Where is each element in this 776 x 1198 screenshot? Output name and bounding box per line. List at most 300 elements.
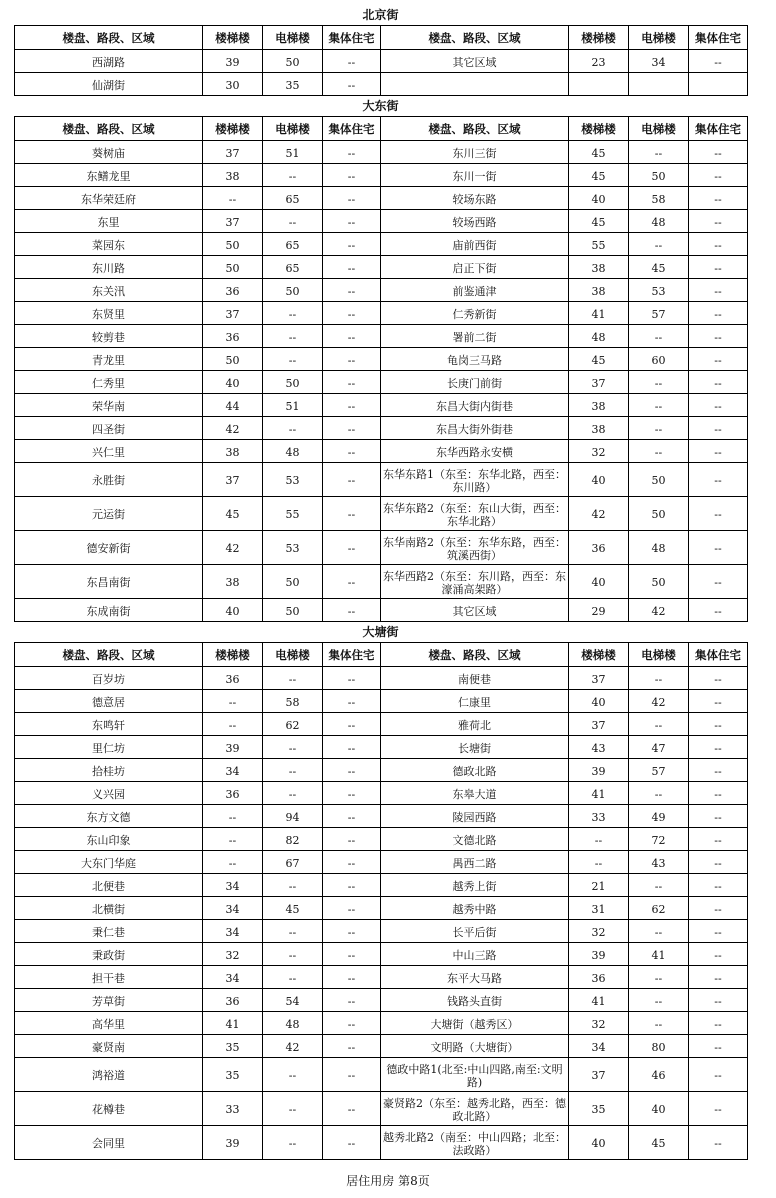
collective-price-cell: -- [323, 279, 381, 302]
collective-price-cell: -- [689, 187, 748, 210]
estate-name-cell: 东里 [15, 210, 203, 233]
estate-name-cell: 东昌大街内街巷 [381, 394, 569, 417]
column-header: 楼盘、路段、区域 [15, 643, 203, 667]
estate-name-cell: 东华荣廷府 [15, 187, 203, 210]
estate-name-cell: 东关汛 [15, 279, 203, 302]
elevator-price-cell: -- [263, 1058, 323, 1092]
stair-price-cell: 34 [203, 920, 263, 943]
estate-name-cell: 较剪巷 [15, 325, 203, 348]
estate-name-cell: 西湖路 [15, 50, 203, 73]
collective-price-cell: -- [689, 1035, 748, 1058]
collective-price-cell: -- [323, 713, 381, 736]
stair-price-cell: 37 [203, 463, 263, 497]
collective-price-cell: -- [689, 440, 748, 463]
table-row [15, 325, 748, 348]
elevator-price-cell: 58 [629, 187, 689, 210]
stair-price-cell: 38 [203, 565, 263, 599]
stair-price-cell: 37 [203, 302, 263, 325]
estate-name-cell: 文明路（大塘街） [381, 1035, 569, 1058]
stair-price-cell: 40 [569, 187, 629, 210]
collective-price-cell: -- [689, 897, 748, 920]
section-title: 大塘街 [362, 625, 399, 639]
table-row [15, 966, 748, 989]
elevator-price-cell: 50 [263, 279, 323, 302]
estate-name-cell: 秉仁巷 [15, 920, 203, 943]
collective-price-cell: -- [689, 50, 748, 73]
table-row [15, 141, 748, 164]
collective-price-cell: -- [323, 805, 381, 828]
elevator-price-cell: 65 [263, 187, 323, 210]
elevator-price-cell: -- [629, 141, 689, 164]
estate-name-cell: 豪贤南 [15, 1035, 203, 1058]
elevator-price-cell: -- [629, 417, 689, 440]
estate-name-cell: 东平大马路 [381, 966, 569, 989]
stair-price-cell: 34 [203, 874, 263, 897]
elevator-price-cell: 50 [629, 565, 689, 599]
collective-price-cell: -- [323, 736, 381, 759]
stair-price-cell: 36 [569, 966, 629, 989]
stair-price-cell: 36 [203, 989, 263, 1012]
estate-name-cell: 葵树庙 [15, 141, 203, 164]
estate-name-cell: 南便巷 [381, 667, 569, 690]
estate-name-cell: 担干巷 [15, 966, 203, 989]
elevator-price-cell: 55 [263, 497, 323, 531]
estate-name-cell: 德安新街 [15, 531, 203, 565]
collective-price-cell: -- [689, 874, 748, 897]
estate-name-cell: 东贤里 [15, 302, 203, 325]
stair-price-cell: -- [203, 851, 263, 874]
elevator-price-cell: -- [629, 713, 689, 736]
elevator-price-cell: 34 [629, 50, 689, 73]
elevator-price-cell: 94 [263, 805, 323, 828]
stair-price-cell: 50 [203, 348, 263, 371]
collective-price-cell: -- [689, 599, 748, 622]
estate-name-cell: 龟岗三马路 [381, 348, 569, 371]
stair-price-cell: 21 [569, 874, 629, 897]
stair-price-cell: 35 [569, 1092, 629, 1126]
stair-price-cell: 40 [569, 690, 629, 713]
collective-price-cell: -- [689, 565, 748, 599]
table-row [15, 667, 748, 690]
estate-name-cell: 长塘街 [381, 736, 569, 759]
collective-price-cell: -- [689, 1092, 748, 1126]
elevator-price-cell: -- [263, 943, 323, 966]
stair-price-cell: 41 [569, 782, 629, 805]
elevator-price-cell: 62 [263, 713, 323, 736]
estate-name-cell: 仙湖街 [15, 73, 203, 96]
column-header: 楼盘、路段、区域 [381, 643, 569, 667]
table-row [15, 497, 748, 531]
stair-price-cell: 36 [569, 531, 629, 565]
elevator-price-cell: 53 [263, 531, 323, 565]
price-table [14, 116, 748, 622]
estate-name-cell: 东川一街 [381, 164, 569, 187]
collective-price-cell: -- [323, 73, 381, 96]
estate-name-cell: 中山三路 [381, 943, 569, 966]
estate-name-cell: 四圣街 [15, 417, 203, 440]
elevator-price-cell: -- [263, 920, 323, 943]
table-row [15, 371, 748, 394]
stair-price-cell: 50 [203, 256, 263, 279]
elevator-price-cell: -- [263, 164, 323, 187]
estate-name-cell: 署前二街 [381, 325, 569, 348]
stair-price-cell: -- [569, 851, 629, 874]
table-row [15, 256, 748, 279]
column-header: 电梯楼 [263, 643, 323, 667]
elevator-price-cell: 43 [629, 851, 689, 874]
estate-name-cell: 高华里 [15, 1012, 203, 1035]
elevator-price-cell: -- [629, 325, 689, 348]
elevator-price-cell: -- [629, 440, 689, 463]
stair-price-cell: 32 [569, 920, 629, 943]
stair-price-cell: 35 [203, 1058, 263, 1092]
collective-price-cell: -- [323, 667, 381, 690]
collective-price-cell: -- [323, 966, 381, 989]
collective-price-cell: -- [323, 497, 381, 531]
estate-name-cell: 里仁坊 [15, 736, 203, 759]
collective-price-cell: -- [323, 233, 381, 256]
section-title: 大东街 [362, 99, 399, 113]
collective-price-cell: -- [323, 897, 381, 920]
elevator-price-cell: -- [263, 759, 323, 782]
collective-price-cell: -- [689, 943, 748, 966]
elevator-price-cell: -- [263, 667, 323, 690]
table-row [15, 440, 748, 463]
elevator-price-cell: 50 [263, 599, 323, 622]
table-row [15, 565, 748, 599]
estate-name-cell: 钱路头直街 [381, 989, 569, 1012]
estate-name-cell: 仁康里 [381, 690, 569, 713]
table-row [15, 210, 748, 233]
estate-name-cell: 东鳝龙里 [15, 164, 203, 187]
estate-name-cell: 陵园西路 [381, 805, 569, 828]
estate-name-cell: 拾桂坊 [15, 759, 203, 782]
column-header: 楼梯楼 [203, 117, 263, 141]
collective-price-cell: -- [689, 256, 748, 279]
stair-price-cell: 37 [569, 1058, 629, 1092]
column-header: 楼盘、路段、区域 [381, 26, 569, 50]
estate-name-cell: 德政北路 [381, 759, 569, 782]
estate-name-cell: 启正下街 [381, 256, 569, 279]
stair-price-cell: 32 [203, 943, 263, 966]
collective-price-cell: -- [323, 759, 381, 782]
collective-price-cell: -- [323, 325, 381, 348]
table-row [15, 302, 748, 325]
elevator-price-cell: 57 [629, 759, 689, 782]
elevator-price-cell: -- [629, 1012, 689, 1035]
elevator-price-cell: -- [263, 302, 323, 325]
table-header-row [15, 26, 748, 50]
document-page [14, 5, 747, 1160]
table-row [15, 417, 748, 440]
table-header-row [15, 117, 748, 141]
estate-name-cell: 禺西二路 [381, 851, 569, 874]
stair-price-cell: 42 [569, 497, 629, 531]
estate-name-cell: 青龙里 [15, 348, 203, 371]
elevator-price-cell: 80 [629, 1035, 689, 1058]
table-row [15, 463, 748, 497]
estate-name-cell: 菜园东 [15, 233, 203, 256]
elevator-price-cell: -- [263, 1126, 323, 1160]
table-row [15, 897, 748, 920]
stair-price-cell: 39 [569, 943, 629, 966]
elevator-price-cell: -- [263, 1092, 323, 1126]
elevator-price-cell: 45 [629, 1126, 689, 1160]
elevator-price-cell: 67 [263, 851, 323, 874]
estate-name-cell: 文德北路 [381, 828, 569, 851]
column-header: 楼盘、路段、区域 [15, 26, 203, 50]
collective-price-cell: -- [689, 828, 748, 851]
elevator-price-cell: 50 [629, 463, 689, 497]
table-row [15, 187, 748, 210]
collective-price-cell: -- [323, 851, 381, 874]
stair-price-cell: 36 [203, 279, 263, 302]
collective-price-cell: -- [323, 782, 381, 805]
collective-price-cell: -- [689, 690, 748, 713]
stair-price-cell: 42 [203, 531, 263, 565]
collective-price-cell: -- [689, 233, 748, 256]
estate-name-cell: 荣华南 [15, 394, 203, 417]
estate-name-cell: 北横街 [15, 897, 203, 920]
stair-price-cell: 23 [569, 50, 629, 73]
column-header: 集体住宅 [323, 643, 381, 667]
elevator-price-cell: -- [629, 966, 689, 989]
elevator-price-cell: -- [629, 667, 689, 690]
elevator-price-cell: -- [263, 325, 323, 348]
collective-price-cell: -- [323, 187, 381, 210]
collective-price-cell: -- [323, 690, 381, 713]
column-header: 集体住宅 [323, 117, 381, 141]
stair-price-cell: 34 [569, 1035, 629, 1058]
elevator-price-cell: -- [263, 874, 323, 897]
collective-price-cell: -- [323, 1126, 381, 1160]
stair-price-cell: 48 [569, 325, 629, 348]
estate-name-cell: 越秀上街 [381, 874, 569, 897]
collective-price-cell: -- [689, 531, 748, 565]
collective-price-cell: -- [323, 1035, 381, 1058]
estate-name-cell: 东华东路2（东至：东山大街，西至：东华北路） [381, 497, 569, 531]
column-header: 楼梯楼 [569, 643, 629, 667]
table-row [15, 782, 748, 805]
elevator-price-cell: 65 [263, 256, 323, 279]
column-header: 楼梯楼 [569, 117, 629, 141]
stair-price-cell: 55 [569, 233, 629, 256]
collective-price-cell: -- [323, 531, 381, 565]
collective-price-cell: -- [689, 989, 748, 1012]
collective-price-cell: -- [323, 440, 381, 463]
page-footer: 居住用房 第8页 [346, 1174, 430, 1188]
collective-price-cell: -- [323, 565, 381, 599]
estate-name-cell: 越秀北路2（南至：中山四路；北至：法政路） [381, 1126, 569, 1160]
price-table [14, 642, 748, 1160]
table-row [15, 279, 748, 302]
table-row [15, 920, 748, 943]
section-dadong-street [14, 96, 747, 622]
column-header: 集体住宅 [689, 643, 748, 667]
table-row [15, 989, 748, 1012]
stair-price-cell: 39 [203, 1126, 263, 1160]
estate-name-cell: 德政中路1(北至:中山四路,南至:文明路) [381, 1058, 569, 1092]
column-header: 楼梯楼 [569, 26, 629, 50]
collective-price-cell: -- [689, 1012, 748, 1035]
table-row [15, 851, 748, 874]
estate-name-cell: 东川三街 [381, 141, 569, 164]
collective-price-cell: -- [689, 1058, 748, 1092]
estate-name-cell: 北便巷 [15, 874, 203, 897]
collective-price-cell: -- [323, 371, 381, 394]
elevator-price-cell: -- [263, 782, 323, 805]
estate-name-cell: 东华西路2（东至：东川路，西至：东濠涌高架路） [381, 565, 569, 599]
column-header: 电梯楼 [263, 117, 323, 141]
stair-price-cell: 40 [203, 599, 263, 622]
elevator-price-cell: 48 [629, 210, 689, 233]
table-row [15, 805, 748, 828]
table-row [15, 233, 748, 256]
elevator-price-cell: -- [629, 394, 689, 417]
stair-price-cell: 29 [569, 599, 629, 622]
elevator-price-cell: 60 [629, 348, 689, 371]
stair-price-cell: 33 [203, 1092, 263, 1126]
elevator-price-cell: 42 [263, 1035, 323, 1058]
collective-price-cell: -- [323, 828, 381, 851]
collective-price-cell: -- [323, 874, 381, 897]
stair-price-cell: 32 [569, 1012, 629, 1035]
collective-price-cell: -- [323, 141, 381, 164]
column-header: 楼盘、路段、区域 [15, 117, 203, 141]
elevator-price-cell: 65 [263, 233, 323, 256]
collective-price-cell: -- [689, 141, 748, 164]
stair-price-cell: 37 [569, 371, 629, 394]
estate-name-cell: 兴仁里 [15, 440, 203, 463]
elevator-price-cell: 50 [263, 371, 323, 394]
collective-price-cell: -- [323, 989, 381, 1012]
estate-name-cell: 东川路 [15, 256, 203, 279]
estate-name-cell: 较场西路 [381, 210, 569, 233]
stair-price-cell: 36 [203, 325, 263, 348]
stair-price-cell: -- [203, 690, 263, 713]
elevator-price-cell: 49 [629, 805, 689, 828]
estate-name-cell: 芳草街 [15, 989, 203, 1012]
elevator-price-cell: 35 [263, 73, 323, 96]
table-row [15, 348, 748, 371]
estate-name-cell: 庙前西街 [381, 233, 569, 256]
table-row [15, 1058, 748, 1092]
stair-price-cell: 38 [569, 417, 629, 440]
collective-price-cell: -- [689, 394, 748, 417]
stair-price-cell: 41 [569, 989, 629, 1012]
stair-price-cell: 37 [569, 667, 629, 690]
stair-price-cell: 34 [203, 966, 263, 989]
collective-price-cell: -- [689, 279, 748, 302]
estate-name-cell: 东成南街 [15, 599, 203, 622]
elevator-price-cell: -- [263, 417, 323, 440]
stair-price-cell: 37 [203, 210, 263, 233]
collective-price-cell: -- [689, 667, 748, 690]
stair-price-cell: 39 [203, 50, 263, 73]
stair-price-cell [569, 73, 629, 96]
column-header: 集体住宅 [689, 117, 748, 141]
stair-price-cell: 31 [569, 897, 629, 920]
table-row [15, 50, 748, 73]
table-row [15, 1012, 748, 1035]
stair-price-cell: 39 [569, 759, 629, 782]
estate-name-cell: 元运街 [15, 497, 203, 531]
stair-price-cell: 45 [569, 164, 629, 187]
elevator-price-cell: -- [263, 348, 323, 371]
estate-name-cell: 东山印象 [15, 828, 203, 851]
estate-name-cell: 义兴园 [15, 782, 203, 805]
estate-name-cell: 东华西路永安横 [381, 440, 569, 463]
stair-price-cell: 37 [569, 713, 629, 736]
estate-name-cell: 大东门华庭 [15, 851, 203, 874]
elevator-price-cell: 42 [629, 599, 689, 622]
estate-name-cell: 仁秀新街 [381, 302, 569, 325]
table-row [15, 531, 748, 565]
stair-price-cell: 45 [203, 497, 263, 531]
estate-name-cell: 鸿裕道 [15, 1058, 203, 1092]
collective-price-cell: -- [689, 463, 748, 497]
elevator-price-cell: 42 [629, 690, 689, 713]
estate-name-cell: 长平后街 [381, 920, 569, 943]
table-row [15, 690, 748, 713]
collective-price-cell: -- [689, 325, 748, 348]
collective-price-cell: -- [689, 920, 748, 943]
table-row [15, 599, 748, 622]
column-header: 集体住宅 [689, 26, 748, 50]
elevator-price-cell: 45 [263, 897, 323, 920]
collective-price-cell: -- [323, 943, 381, 966]
collective-price-cell: -- [323, 1092, 381, 1126]
stair-price-cell: 41 [203, 1012, 263, 1035]
stair-price-cell: 44 [203, 394, 263, 417]
stair-price-cell: 32 [569, 440, 629, 463]
table-row [15, 759, 748, 782]
elevator-price-cell: 82 [263, 828, 323, 851]
estate-name-cell: 秉政街 [15, 943, 203, 966]
collective-price-cell: -- [323, 1058, 381, 1092]
estate-name-cell: 大塘街（越秀区） [381, 1012, 569, 1035]
elevator-price-cell: -- [629, 371, 689, 394]
column-header: 楼梯楼 [203, 643, 263, 667]
elevator-price-cell: -- [629, 874, 689, 897]
table-row [15, 73, 748, 96]
table-header-row [15, 643, 748, 667]
elevator-price-cell: 53 [629, 279, 689, 302]
elevator-price-cell [629, 73, 689, 96]
stair-price-cell: 41 [569, 302, 629, 325]
collective-price-cell: -- [323, 210, 381, 233]
estate-name-cell: 东华南路2（东至：东华东路，西至：筑溪西街） [381, 531, 569, 565]
estate-name-cell: 东昌大街外街巷 [381, 417, 569, 440]
stair-price-cell: 34 [203, 897, 263, 920]
elevator-price-cell: 48 [629, 531, 689, 565]
elevator-price-cell: 50 [263, 565, 323, 599]
elevator-price-cell: 62 [629, 897, 689, 920]
elevator-price-cell: 53 [263, 463, 323, 497]
collective-price-cell: -- [689, 417, 748, 440]
elevator-price-cell: 48 [263, 440, 323, 463]
elevator-price-cell: 40 [629, 1092, 689, 1126]
section-datang-street [14, 622, 747, 1160]
stair-price-cell: 38 [569, 256, 629, 279]
stair-price-cell: 45 [569, 348, 629, 371]
estate-name-cell: 东鸣轩 [15, 713, 203, 736]
collective-price-cell: -- [323, 417, 381, 440]
stair-price-cell: 42 [203, 417, 263, 440]
collective-price-cell: -- [689, 759, 748, 782]
stair-price-cell: 35 [203, 1035, 263, 1058]
elevator-price-cell: 46 [629, 1058, 689, 1092]
